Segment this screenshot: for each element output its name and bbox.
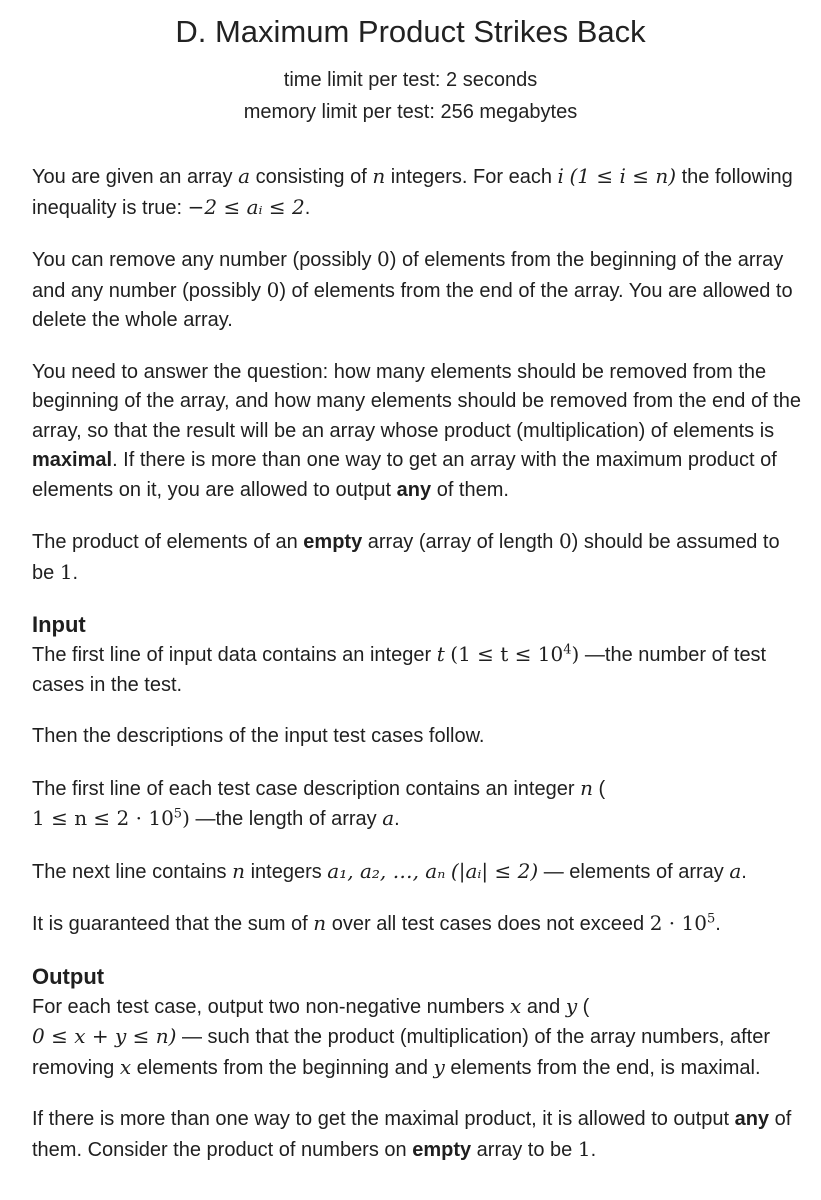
input-paragraph-2: Then the descriptions of the input test cases follow.: [32, 725, 485, 747]
input-paragraph-4: The next line contains n integers a₁, a₂, …, aₙ (|aᵢ| ≤ 2) — elements of array a.: [32, 858, 747, 883]
math-inequality: −2 ≤ aᵢ ≤ 2: [187, 194, 305, 219]
input-paragraph-1: The first line of input data contains an integer t $(1 \le t \le 10^4)$ —the number of test cases in the test.: [32, 642, 767, 696]
output-paragraph-2: If there is more than one way to get the maximal product, it is allowed to output any of them. Consider the product of numbers on empty array to be 1.: [32, 1108, 792, 1161]
input-paragraph-3: The first line of each test case description contains an integer n ( $1 \le n \le 2 \cdot 10^5$) —the length of array a.: [32, 775, 606, 830]
problem-header: [0, 0, 821, 128]
math-condition: (1 ≤ i ≤ n): [569, 164, 677, 188]
statement-paragraph-1: You are given an array a consisting of n integers. For each i (1 ≤ i ≤ n) the following inequality is true: −2 ≤ aᵢ ≤ 2.: [32, 164, 793, 219]
input-section-title: Input: [32, 612, 86, 637]
math-var: n: [372, 164, 386, 188]
output-section-title: Output: [32, 963, 105, 989]
time-limit: time limit per test: 2 seconds: [283, 69, 538, 91]
output-paragraph-1: For each test case, output two non-negative numbers x and y ( 0 ≤ x + y ≤ n) — such that the product (multiplication) of the array numbers, after removing x elements from the beginning and y elements from the end, is maximal.: [32, 993, 771, 1079]
input-paragraph-5: It is guaranteed that the sum of n over all test cases does not exceed $2 \cdot 10^5$.: [32, 911, 721, 935]
memory-limit: memory limit per test: 256 megabytes: [243, 101, 578, 123]
math-var: a: [238, 164, 251, 188]
statement-paragraph-4: The product of elements of an empty array (array of length 0) should be assumed to be 1.: [32, 529, 780, 584]
problem-title: D. Maximum Product Strikes Back: [175, 14, 646, 49]
math-var: i: [557, 164, 564, 188]
statement-paragraph-2: You can remove any number (possibly 0) of elements from the beginning of the array and any number (possibly 0) of elements from the end of the array. You are allowed to delete the whole array.: [32, 247, 793, 331]
statement-paragraph-3: You need to answer the question: how many elements should be removed from the beginning of the array, and how many elements should be removed from the end of the array, so that the result will be an array whose product (multiplication) of elements is maximal. If there is more than one way to get an array with the maximum product of elements on it, you are allowed to output any of them.: [32, 360, 801, 501]
